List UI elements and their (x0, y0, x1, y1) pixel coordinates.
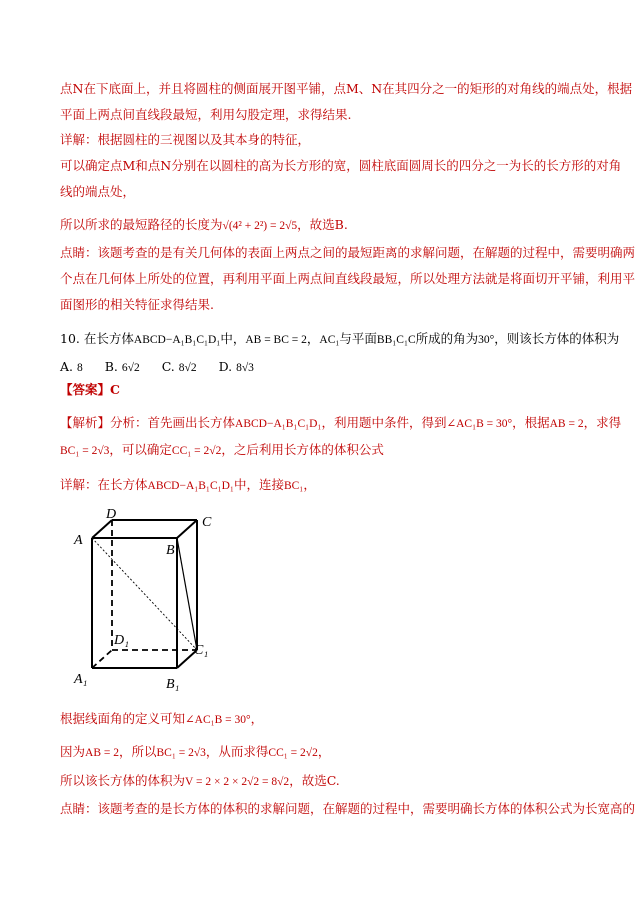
option-b (105, 359, 140, 374)
edge-ad (92, 520, 112, 538)
detail-math-1: ABCD−A₁B₁C₁D₁ (147, 480, 234, 492)
question-text: 中， (220, 331, 246, 346)
analysis-text: ，利用题中条件，得到 (321, 415, 447, 430)
question-text: ，则该长方体的体积为 (494, 331, 620, 346)
reason-text: ，故选C. (289, 773, 340, 788)
analysis-math-4: BC₁ = 2√3 (60, 445, 110, 457)
detail-result-line (60, 216, 585, 235)
options-row (60, 358, 585, 377)
cuboid-diagram (62, 508, 232, 693)
detail-10-line (60, 476, 585, 495)
final-remark-line: 点睛：该题考查的是长方体的体积的求解问题，在解题的过程中，需要明确长方体的体积公式为长宽高的 (60, 801, 636, 816)
option-d (219, 359, 254, 374)
analysis-math-1: ABCD−A₁B₁C₁D₁ (235, 418, 322, 430)
diagonal-ac1 (92, 538, 197, 650)
question-text: 在长方体 (83, 331, 134, 346)
remark-line-3: 面图形的相关特征求得结果. (60, 297, 214, 312)
option-d-label: D. (218, 359, 233, 374)
analysis-math-5: CC₁ = 2√2 (171, 445, 222, 457)
detail-text-line-2: 可以确定点M和点N分别在以圆柱的高为长方形的宽，圆柱底面圆周长的四分之一为长的长方形的对角 (60, 158, 622, 173)
hidden-edge-a1d1 (92, 650, 112, 668)
question-math-3: AC₁ (319, 334, 340, 346)
option-c (162, 359, 197, 374)
option-d-value: 8√3 (236, 362, 254, 374)
option-a-value: 8 (77, 362, 83, 374)
reason-text: 所以该长方体的体积为 (60, 773, 186, 788)
analysis-math-3: AB = 2 (549, 418, 584, 430)
question-math-4: BB₁C₁C (376, 334, 416, 346)
question-math-1: ABCD−A₁B₁C₁D₁ (133, 334, 221, 346)
reason-line-3 (60, 772, 585, 791)
solution-text-line-2: 平面上两点间直线段最短，利用勾股定理，求得结果. (60, 107, 352, 122)
answer-line: 【答案】C (60, 382, 120, 397)
reason-text: ，所以 (118, 744, 157, 759)
option-c-value: 8√2 (178, 362, 197, 374)
question-text: ， (306, 331, 320, 346)
reason-math-1: ∠AC₁B = 30° (185, 714, 251, 726)
remark-line-2: 个点在几何体上所处的位置，再利用平面上两点间直线段最短，所以处理方法就是将面切开平铺，利用平 (60, 271, 636, 286)
result-choice: ，故选B. (297, 217, 348, 232)
analysis-text: ，根据 (512, 415, 550, 430)
detail-text-line-1: 详解：根据圆柱的三视图以及其本身的特征， (60, 132, 311, 147)
question-text: 与平面 (339, 331, 377, 346)
detail-text: 中，连接 (233, 477, 284, 492)
option-b-value: 6√2 (121, 362, 140, 374)
analysis-line-2 (60, 441, 585, 460)
question-math-2: AB = BC = 2 (245, 334, 307, 346)
detail-text: 详解：在长方体 (60, 477, 148, 492)
label-c1: C₁ (194, 643, 209, 658)
result-text: 所以所求的最短路径的长度为 (60, 217, 223, 232)
question-number: 10. (60, 331, 80, 346)
reason-text: ， (317, 744, 331, 759)
option-b-label: B. (104, 359, 118, 374)
solution-text-line-1: 点N在下底面上，并且将圆柱的侧面展开图平铺，点M、N在其四分之一的矩形的对角线的端点处，根据 (60, 81, 633, 96)
analysis-text: 【解析】分析：首先画出长方体 (60, 415, 236, 430)
label-d1: D₁ (114, 633, 129, 648)
reason-text: 根据线面角的定义可知 (60, 711, 186, 726)
option-a-label: A. (60, 359, 74, 374)
question-math-5: 30° (478, 334, 495, 346)
reason-line-1 (60, 710, 585, 729)
detail-text: ， (303, 477, 316, 492)
label-d: D (106, 508, 117, 522)
detail-text-line-3: 线的端点处， (60, 184, 136, 199)
label-a: A (74, 533, 83, 548)
analysis-line-1 (60, 414, 622, 433)
analysis-text: ，可以确定 (109, 442, 172, 457)
question-text: 所成的角为 (415, 331, 479, 346)
option-a (60, 359, 83, 374)
option-c-label: C. (161, 359, 175, 374)
reason-math-4: CC₁ = 2√2 (268, 747, 318, 759)
label-a1: A₁ (74, 672, 88, 687)
reason-text: ，从而求得 (205, 744, 269, 759)
detail-math-2: BC₁ (283, 480, 304, 492)
reason-text: 因为 (60, 744, 86, 759)
question-10 (60, 330, 620, 349)
label-c: C (202, 515, 212, 530)
analysis-text: ，之后利用长方体的体积公式 (221, 442, 384, 457)
reason-math-3: BC₁ = 2√3 (156, 747, 206, 759)
analysis-math-2: ∠AC₁B = 30° (446, 418, 513, 430)
analysis-text: ，求得 (583, 415, 622, 430)
edge-bc (177, 520, 197, 538)
reason-text: ， (250, 711, 264, 726)
result-formula: √(4² + 2²) = 2√5 (222, 220, 298, 232)
reason-math-2: AB = 2 (85, 747, 119, 759)
reason-line-2 (60, 743, 585, 762)
label-b: B (166, 543, 175, 558)
label-b1: B₁ (166, 677, 180, 692)
remark-line-1: 点睛：该题考查的是有关几何体的表面上两点之间的最短距离的求解问题，在解题的过程中，需要明确两 (60, 245, 636, 260)
segment-bc1 (177, 538, 197, 650)
volume-formula: V = 2 × 2 × 2√2 = 8√2 (185, 776, 290, 788)
